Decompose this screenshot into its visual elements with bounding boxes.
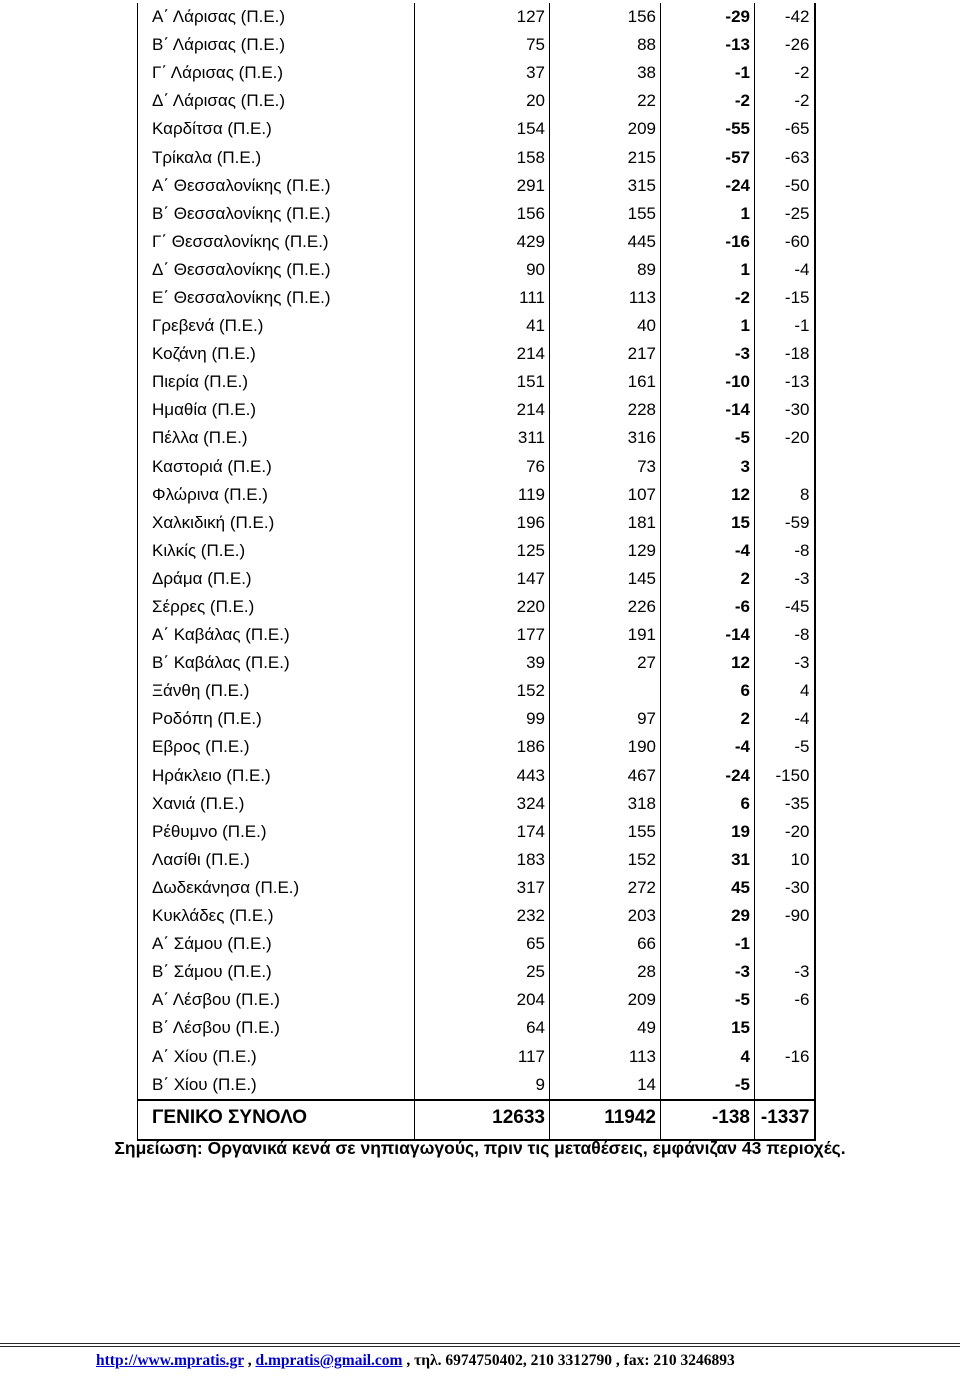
table-row xyxy=(138,677,815,705)
table-row xyxy=(138,846,815,874)
value-a-cell: 119 xyxy=(415,481,550,509)
region-name-cell: Δωδεκάνησα (Π.Ε.) xyxy=(138,874,415,902)
region-name-cell: Φλώρινα (Π.Ε.) xyxy=(138,481,415,509)
value-d-cell: -4 xyxy=(755,256,815,284)
value-d-cell: -90 xyxy=(755,902,815,930)
data-table xyxy=(137,3,816,1141)
table-row xyxy=(138,565,815,593)
value-a-cell: 196 xyxy=(415,509,550,537)
value-a-cell: 76 xyxy=(415,453,550,481)
value-b-cell: 155 xyxy=(550,818,661,846)
value-a-cell: 311 xyxy=(415,424,550,452)
value-d-cell: -50 xyxy=(755,172,815,200)
difference-cell: 1 xyxy=(661,312,755,340)
region-name-cell: Κυκλάδες (Π.Ε.) xyxy=(138,902,415,930)
difference-cell: 1 xyxy=(661,200,755,228)
difference-cell: -4 xyxy=(661,537,755,565)
value-b-cell: 97 xyxy=(550,705,661,733)
value-b-cell: 161 xyxy=(550,368,661,396)
table-row xyxy=(138,31,815,59)
difference-cell: -2 xyxy=(661,87,755,115)
table-row xyxy=(138,1014,815,1042)
value-a-cell: 65 xyxy=(415,930,550,958)
value-d-cell: -20 xyxy=(755,424,815,452)
value-a-cell: 64 xyxy=(415,1014,550,1042)
value-a-cell: 37 xyxy=(415,59,550,87)
value-d-cell: -13 xyxy=(755,368,815,396)
table-row xyxy=(138,593,815,621)
value-b-cell: 228 xyxy=(550,396,661,424)
difference-cell: -1 xyxy=(661,59,755,87)
value-a-cell: 152 xyxy=(415,677,550,705)
value-b-cell: 14 xyxy=(550,1071,661,1100)
value-d-cell xyxy=(755,453,815,481)
total-a-cell: 12633 xyxy=(415,1100,550,1135)
region-name-cell: Β΄ Θεσσαλονίκης (Π.Ε.) xyxy=(138,200,415,228)
value-d-cell: -25 xyxy=(755,200,815,228)
region-name-cell: Δ΄ Θεσσαλονίκης (Π.Ε.) xyxy=(138,256,415,284)
region-name-cell: Τρίκαλα (Π.Ε.) xyxy=(138,143,415,171)
value-a-cell: 117 xyxy=(415,1042,550,1070)
table-row xyxy=(138,537,815,565)
value-a-cell: 429 xyxy=(415,228,550,256)
table-row xyxy=(138,818,815,846)
value-b-cell: 209 xyxy=(550,986,661,1014)
value-a-cell: 25 xyxy=(415,958,550,986)
table-row xyxy=(138,790,815,818)
value-d-cell: -20 xyxy=(755,818,815,846)
value-d-cell: -8 xyxy=(755,537,815,565)
region-name-cell: Ηράκλειο (Π.Ε.) xyxy=(138,762,415,790)
table-row xyxy=(138,762,815,790)
table-row xyxy=(138,396,815,424)
value-d-cell: -3 xyxy=(755,958,815,986)
region-name-cell: Πέλλα (Π.Ε.) xyxy=(138,424,415,452)
difference-cell: 15 xyxy=(661,509,755,537)
value-b-cell: 191 xyxy=(550,621,661,649)
value-b-cell: 316 xyxy=(550,424,661,452)
region-name-cell: Α΄ Χίου (Π.Ε.) xyxy=(138,1042,415,1070)
difference-cell: -24 xyxy=(661,172,755,200)
value-a-cell: 147 xyxy=(415,565,550,593)
total-label-cell: ΓΕΝΙΚΟ ΣΥΝΟΛΟ xyxy=(138,1100,415,1135)
region-name-cell: Λασίθι (Π.Ε.) xyxy=(138,846,415,874)
value-a-cell: 9 xyxy=(415,1071,550,1100)
value-a-cell: 186 xyxy=(415,733,550,761)
region-name-cell: Κοζάνη (Π.Ε.) xyxy=(138,340,415,368)
difference-cell: -5 xyxy=(661,1071,755,1100)
value-b-cell: 38 xyxy=(550,59,661,87)
total-c-cell: -138 xyxy=(661,1100,755,1135)
region-name-cell: Α΄ Λάρισας (Π.Ε.) xyxy=(138,3,415,31)
difference-cell: 19 xyxy=(661,818,755,846)
table-row xyxy=(138,509,815,537)
region-name-cell: Β΄ Σάμου (Π.Ε.) xyxy=(138,958,415,986)
value-b-cell: 156 xyxy=(550,3,661,31)
value-b-cell: 181 xyxy=(550,509,661,537)
value-b-cell: 88 xyxy=(550,31,661,59)
value-b-cell: 113 xyxy=(550,1042,661,1070)
table-body xyxy=(138,3,815,1140)
region-name-cell: Γ΄ Λάρισας (Π.Ε.) xyxy=(138,59,415,87)
table-row xyxy=(138,930,815,958)
value-b-cell: 315 xyxy=(550,172,661,200)
region-name-cell: Ροδόπη (Π.Ε.) xyxy=(138,705,415,733)
difference-cell: 4 xyxy=(661,1042,755,1070)
value-d-cell xyxy=(755,1014,815,1042)
value-d-cell: -45 xyxy=(755,593,815,621)
region-name-cell: Πιερία (Π.Ε.) xyxy=(138,368,415,396)
value-a-cell: 443 xyxy=(415,762,550,790)
difference-cell: -3 xyxy=(661,340,755,368)
table-row xyxy=(138,902,815,930)
region-name-cell: Χανιά (Π.Ε.) xyxy=(138,790,415,818)
table-row xyxy=(138,958,815,986)
value-b-cell: 467 xyxy=(550,762,661,790)
difference-cell: 15 xyxy=(661,1014,755,1042)
difference-cell: -24 xyxy=(661,762,755,790)
note-text: Σημείωση: Οργανικά κενά σε νηπιαγωγούς, πριν τις μεταθέσεις, εμφάνιζαν 43 περιοχές. xyxy=(114,1138,846,1158)
difference-cell: -6 xyxy=(661,593,755,621)
difference-cell: -29 xyxy=(661,3,755,31)
region-name-cell: Α΄ Θεσσαλονίκης (Π.Ε.) xyxy=(138,172,415,200)
value-b-cell: 40 xyxy=(550,312,661,340)
table-row xyxy=(138,705,815,733)
region-name-cell: Ε΄ Θεσσαλονίκης (Π.Ε.) xyxy=(138,284,415,312)
value-a-cell: 90 xyxy=(415,256,550,284)
value-a-cell: 75 xyxy=(415,31,550,59)
value-b-cell: 107 xyxy=(550,481,661,509)
value-d-cell: -35 xyxy=(755,790,815,818)
value-a-cell: 177 xyxy=(415,621,550,649)
difference-cell: 12 xyxy=(661,481,755,509)
value-b-cell: 22 xyxy=(550,87,661,115)
value-b-cell: 89 xyxy=(550,256,661,284)
region-name-cell: Ημαθία (Π.Ε.) xyxy=(138,396,415,424)
difference-cell: -14 xyxy=(661,621,755,649)
value-a-cell: 99 xyxy=(415,705,550,733)
value-b-cell: 209 xyxy=(550,115,661,143)
table-row xyxy=(138,1042,815,1070)
table-row xyxy=(138,649,815,677)
footer-separator: , xyxy=(243,1352,256,1369)
region-name-cell: Κιλκίς (Π.Ε.) xyxy=(138,537,415,565)
value-d-cell: -18 xyxy=(755,340,815,368)
region-name-cell: Β΄ Λέσβου (Π.Ε.) xyxy=(138,1014,415,1042)
value-a-cell: 214 xyxy=(415,340,550,368)
table-row xyxy=(138,228,815,256)
value-b-cell: 217 xyxy=(550,340,661,368)
value-a-cell: 125 xyxy=(415,537,550,565)
difference-cell: 45 xyxy=(661,874,755,902)
value-d-cell: -3 xyxy=(755,565,815,593)
table-row xyxy=(138,115,815,143)
region-name-cell: Χαλκιδική (Π.Ε.) xyxy=(138,509,415,537)
value-b-cell: 445 xyxy=(550,228,661,256)
value-a-cell: 214 xyxy=(415,396,550,424)
value-d-cell: -30 xyxy=(755,396,815,424)
difference-cell: -1 xyxy=(661,930,755,958)
value-b-cell: 145 xyxy=(550,565,661,593)
table-row xyxy=(138,424,815,452)
value-d-cell: -59 xyxy=(755,509,815,537)
value-a-cell: 204 xyxy=(415,986,550,1014)
value-b-cell: 28 xyxy=(550,958,661,986)
table-row xyxy=(138,1071,815,1100)
difference-cell: 31 xyxy=(661,846,755,874)
table-row xyxy=(138,986,815,1014)
value-a-cell: 154 xyxy=(415,115,550,143)
value-b-cell: 66 xyxy=(550,930,661,958)
difference-cell: -16 xyxy=(661,228,755,256)
value-b-cell: 155 xyxy=(550,200,661,228)
value-d-cell: -1 xyxy=(755,312,815,340)
region-name-cell: Β΄ Λάρισας (Π.Ε.) xyxy=(138,31,415,59)
value-b-cell: 113 xyxy=(550,284,661,312)
difference-cell: -2 xyxy=(661,284,755,312)
value-a-cell: 20 xyxy=(415,87,550,115)
value-a-cell: 151 xyxy=(415,368,550,396)
table-row xyxy=(138,368,815,396)
value-b-cell xyxy=(550,677,661,705)
region-name-cell: Β΄ Καβάλας (Π.Ε.) xyxy=(138,649,415,677)
difference-cell: -5 xyxy=(661,986,755,1014)
value-d-cell: -4 xyxy=(755,705,815,733)
difference-cell: 6 xyxy=(661,677,755,705)
value-b-cell: 226 xyxy=(550,593,661,621)
table-row xyxy=(138,284,815,312)
table-row xyxy=(138,481,815,509)
value-d-cell: -30 xyxy=(755,874,815,902)
value-d-cell xyxy=(755,1071,815,1100)
value-a-cell: 41 xyxy=(415,312,550,340)
value-a-cell: 174 xyxy=(415,818,550,846)
value-a-cell: 158 xyxy=(415,143,550,171)
table-row xyxy=(138,256,815,284)
table-row xyxy=(138,143,815,171)
region-name-cell: Β΄ Χίου (Π.Ε.) xyxy=(138,1071,415,1100)
region-name-cell: Α΄ Σάμου (Π.Ε.) xyxy=(138,930,415,958)
difference-cell: 6 xyxy=(661,790,755,818)
difference-cell: -55 xyxy=(661,115,755,143)
region-name-cell: Καστοριά (Π.Ε.) xyxy=(138,453,415,481)
value-b-cell: 318 xyxy=(550,790,661,818)
value-d-cell: -16 xyxy=(755,1042,815,1070)
table-row xyxy=(138,621,815,649)
region-name-cell: Εβρος (Π.Ε.) xyxy=(138,733,415,761)
table-row xyxy=(138,733,815,761)
table-row xyxy=(138,3,815,31)
difference-cell: -57 xyxy=(661,143,755,171)
value-d-cell: 10 xyxy=(755,846,815,874)
total-d-cell: -1337 xyxy=(755,1100,815,1135)
value-b-cell: 152 xyxy=(550,846,661,874)
region-name-cell: Δράμα (Π.Ε.) xyxy=(138,565,415,593)
value-b-cell: 190 xyxy=(550,733,661,761)
value-b-cell: 215 xyxy=(550,143,661,171)
table-row xyxy=(138,87,815,115)
value-d-cell: 8 xyxy=(755,481,815,509)
value-d-cell: -26 xyxy=(755,31,815,59)
value-d-cell: -6 xyxy=(755,986,815,1014)
value-a-cell: 317 xyxy=(415,874,550,902)
region-name-cell: Ρέθυμνο (Π.Ε.) xyxy=(138,818,415,846)
region-name-cell: Σέρρες (Π.Ε.) xyxy=(138,593,415,621)
region-name-cell: Α΄ Καβάλας (Π.Ε.) xyxy=(138,621,415,649)
region-name-cell: Ξάνθη (Π.Ε.) xyxy=(138,677,415,705)
website-link[interactable]: http://www.mpratis.gr xyxy=(96,1352,244,1369)
value-d-cell: -150 xyxy=(755,762,815,790)
difference-cell: 3 xyxy=(661,453,755,481)
table-row xyxy=(138,172,815,200)
value-d-cell: -3 xyxy=(755,649,815,677)
value-b-cell: 49 xyxy=(550,1014,661,1042)
value-b-cell: 73 xyxy=(550,453,661,481)
difference-cell: -4 xyxy=(661,733,755,761)
difference-cell: -10 xyxy=(661,368,755,396)
footer xyxy=(96,1352,735,1370)
region-name-cell: Γ΄ Θεσσαλονίκης (Π.Ε.) xyxy=(138,228,415,256)
difference-cell: -14 xyxy=(661,396,755,424)
table-row xyxy=(138,453,815,481)
value-d-cell: -2 xyxy=(755,59,815,87)
difference-cell: -5 xyxy=(661,424,755,452)
region-name-cell: Α΄ Λέσβου (Π.Ε.) xyxy=(138,986,415,1014)
value-a-cell: 232 xyxy=(415,902,550,930)
value-d-cell: -60 xyxy=(755,228,815,256)
region-name-cell: Γρεβενά (Π.Ε.) xyxy=(138,312,415,340)
value-a-cell: 111 xyxy=(415,284,550,312)
difference-cell: -3 xyxy=(661,958,755,986)
value-d-cell: -8 xyxy=(755,621,815,649)
value-a-cell: 127 xyxy=(415,3,550,31)
total-row xyxy=(138,1100,815,1135)
value-a-cell: 324 xyxy=(415,790,550,818)
value-b-cell: 272 xyxy=(550,874,661,902)
table-row xyxy=(138,200,815,228)
value-d-cell: -5 xyxy=(755,733,815,761)
table-row xyxy=(138,874,815,902)
value-d-cell: -15 xyxy=(755,284,815,312)
region-name-cell: Καρδίτσα (Π.Ε.) xyxy=(138,115,415,143)
value-d-cell xyxy=(755,930,815,958)
value-b-cell: 129 xyxy=(550,537,661,565)
difference-cell: 2 xyxy=(661,565,755,593)
value-a-cell: 183 xyxy=(415,846,550,874)
value-d-cell: -63 xyxy=(755,143,815,171)
value-a-cell: 291 xyxy=(415,172,550,200)
table-row xyxy=(138,312,815,340)
value-d-cell: -65 xyxy=(755,115,815,143)
value-b-cell: 27 xyxy=(550,649,661,677)
difference-cell: 12 xyxy=(661,649,755,677)
value-a-cell: 220 xyxy=(415,593,550,621)
footer-divider xyxy=(0,1343,960,1347)
difference-cell: 2 xyxy=(661,705,755,733)
value-a-cell: 39 xyxy=(415,649,550,677)
table-row xyxy=(138,340,815,368)
footer-phones: τηλ. 6974750402, 210 3312790 , fax: 210 3246893 xyxy=(414,1352,735,1369)
value-d-cell: -2 xyxy=(755,87,815,115)
difference-cell: 1 xyxy=(661,256,755,284)
difference-cell: -13 xyxy=(661,31,755,59)
value-d-cell: -42 xyxy=(755,3,815,31)
footer-separator: , xyxy=(402,1352,415,1369)
value-a-cell: 156 xyxy=(415,200,550,228)
email-link[interactable]: d.mpratis@gmail.com xyxy=(255,1352,403,1369)
value-b-cell: 203 xyxy=(550,902,661,930)
table-row xyxy=(138,59,815,87)
region-name-cell: Δ΄ Λάρισας (Π.Ε.) xyxy=(138,87,415,115)
value-d-cell: 4 xyxy=(755,677,815,705)
total-b-cell: 11942 xyxy=(550,1100,661,1135)
difference-cell: 29 xyxy=(661,902,755,930)
